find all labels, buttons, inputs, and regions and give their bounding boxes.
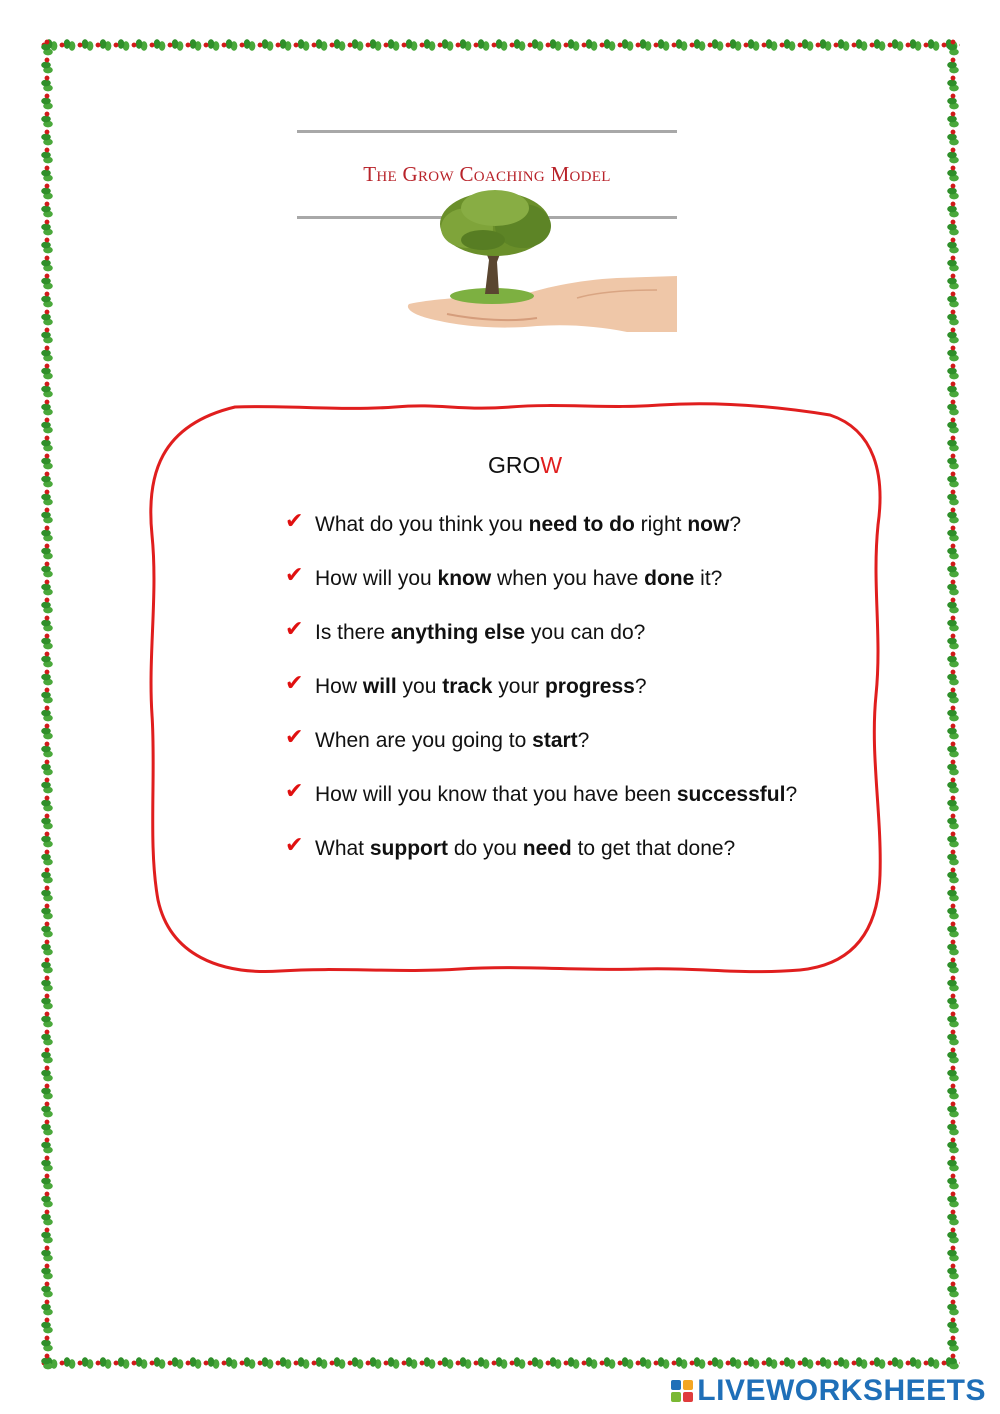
question-text xyxy=(315,729,589,752)
checkmark-icon: ✔ xyxy=(285,832,304,857)
question-fragment: it? xyxy=(694,567,723,590)
grow-heading xyxy=(0,452,1000,479)
holly-border-bottom xyxy=(40,1356,960,1370)
question-keyword: need xyxy=(522,837,572,860)
question-fragment: When are you going to xyxy=(315,729,533,752)
question-fragment: How xyxy=(315,675,363,698)
question-fragment: you can do? xyxy=(525,621,646,644)
question-fragment: What do you think you xyxy=(315,513,529,536)
question-fragment: you xyxy=(396,675,443,698)
question-keyword: anything else xyxy=(390,621,526,644)
question-fragment: Is there xyxy=(315,621,391,644)
brand-text: LIVEWORKSHEETS xyxy=(697,1374,986,1407)
liveworksheets-logo xyxy=(671,1374,986,1408)
checkmark-icon: ✔ xyxy=(285,508,304,533)
question-keyword: successful xyxy=(676,783,786,806)
question-text xyxy=(315,783,797,806)
question-keyword: need to do xyxy=(528,513,635,536)
question-keyword: know xyxy=(437,567,492,590)
brand-blocks-icon xyxy=(671,1380,693,1402)
checkmark-icon: ✔ xyxy=(285,724,304,749)
question-item xyxy=(285,554,840,603)
question-text xyxy=(315,621,645,644)
checkmark-icon: ✔ xyxy=(285,562,304,587)
question-list xyxy=(285,500,840,878)
question-text xyxy=(315,837,735,860)
question-keyword: will xyxy=(362,675,397,698)
question-fragment: How will you xyxy=(315,567,438,590)
question-text xyxy=(315,513,741,536)
question-fragment: What xyxy=(315,837,370,860)
question-fragment: do you xyxy=(448,837,523,860)
question-fragment: ? xyxy=(785,783,798,806)
question-item xyxy=(285,662,840,711)
question-keyword: progress xyxy=(544,675,635,698)
question-fragment: when you have xyxy=(491,567,645,590)
tree-in-hand-illustration xyxy=(297,128,677,334)
image-title: The Grow Coaching Model xyxy=(363,162,611,186)
heading-prefix: GRO xyxy=(487,452,541,478)
question-keyword: support xyxy=(369,837,449,860)
question-fragment: How will you know that you have been xyxy=(315,783,677,806)
question-item xyxy=(285,770,840,819)
question-keyword: start xyxy=(532,729,578,752)
checkmark-icon: ✔ xyxy=(285,616,304,641)
question-fragment: ? xyxy=(634,675,647,698)
question-item xyxy=(285,716,840,765)
checkmark-icon: ✔ xyxy=(285,670,304,695)
question-item xyxy=(285,824,840,873)
question-item xyxy=(285,608,840,657)
question-text xyxy=(315,567,722,590)
heading-accent: W xyxy=(540,452,563,478)
question-keyword: track xyxy=(442,675,493,698)
grow-model-image xyxy=(297,128,677,334)
question-fragment: ? xyxy=(729,513,742,536)
question-keyword: now xyxy=(687,513,730,536)
checkmark-icon: ✔ xyxy=(285,778,304,803)
holly-border-left xyxy=(40,38,54,1370)
question-item xyxy=(285,500,840,549)
holly-border-right xyxy=(946,38,960,1370)
question-fragment: your xyxy=(492,675,545,698)
holly-border-top xyxy=(40,38,960,52)
question-keyword: done xyxy=(644,567,695,590)
question-fragment: to get that done? xyxy=(571,837,736,860)
question-text xyxy=(315,675,647,698)
question-fragment: right xyxy=(634,513,688,536)
question-fragment: ? xyxy=(577,729,590,752)
